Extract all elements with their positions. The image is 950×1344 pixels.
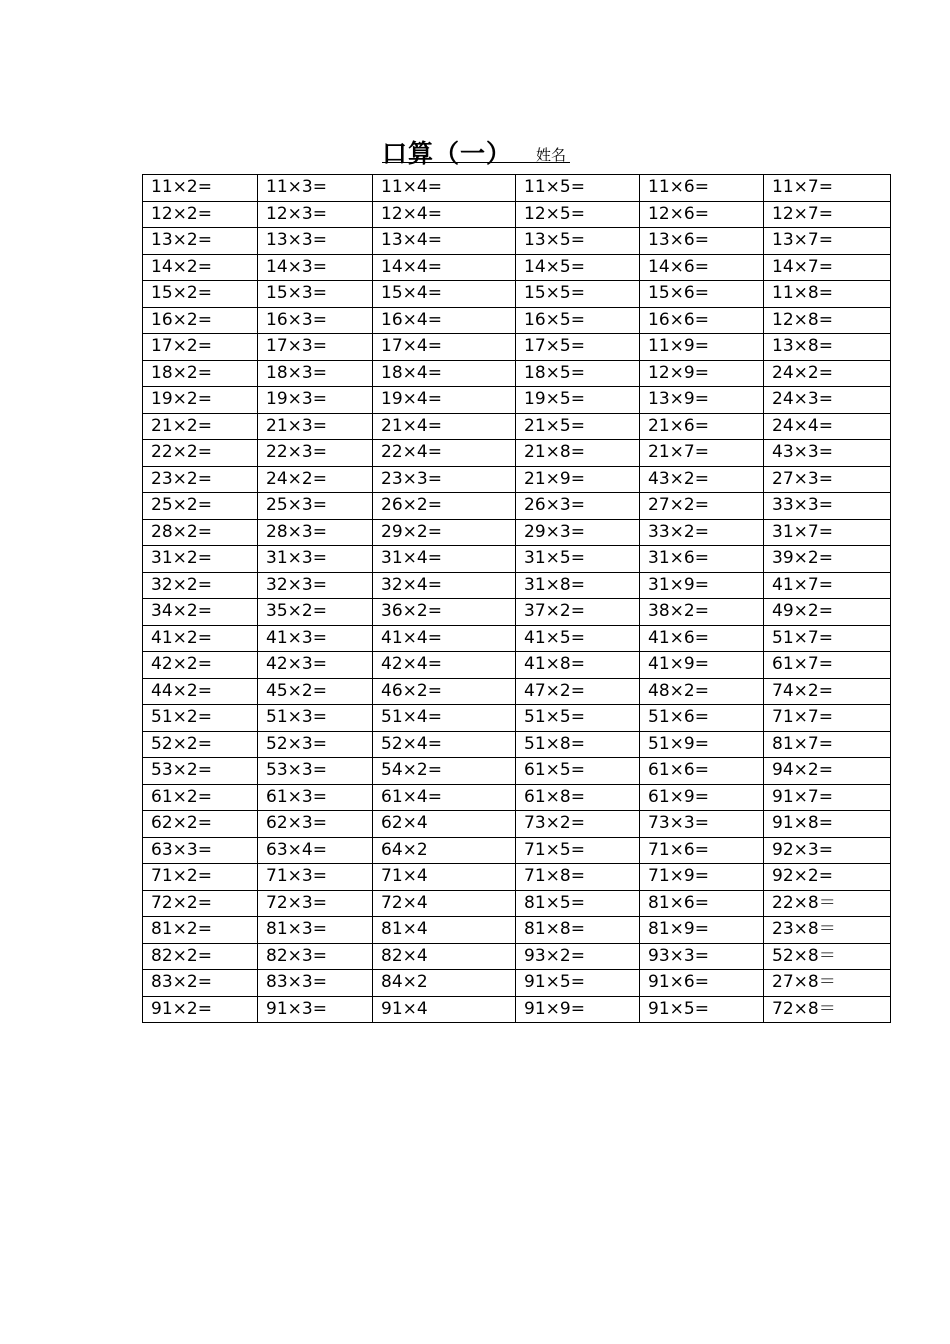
problem-cell: 23×3= bbox=[373, 466, 516, 493]
problem-cell: 81×5= bbox=[516, 890, 640, 917]
table-row bbox=[143, 519, 891, 546]
problem-cell: 26×2= bbox=[373, 493, 516, 520]
problem-cell: 32×3= bbox=[258, 572, 373, 599]
problem-cell: 71×6= bbox=[640, 837, 764, 864]
problem-cell: 22×3= bbox=[258, 440, 373, 467]
problem-cell: 31×8= bbox=[516, 572, 640, 599]
table-row bbox=[143, 175, 891, 202]
problem-cell: 33×2= bbox=[640, 519, 764, 546]
problem-cell: 31×3= bbox=[258, 546, 373, 573]
problem-cell: 13×2= bbox=[143, 228, 258, 255]
problem-cell: 52×4= bbox=[373, 731, 516, 758]
problem-cell: 18×2= bbox=[143, 360, 258, 387]
problem-cell: 11×2= bbox=[143, 175, 258, 202]
problem-cell: 61×9= bbox=[640, 784, 764, 811]
problem-cell: 91×6= bbox=[640, 970, 764, 997]
problem-cell: 22×4= bbox=[373, 440, 516, 467]
problem-cell: 91×5= bbox=[516, 970, 640, 997]
problem-cell: 51×7= bbox=[764, 625, 891, 652]
problem-cell: 12×6= bbox=[640, 201, 764, 228]
problem-cell: 61×3= bbox=[258, 784, 373, 811]
problem-cell: 15×5= bbox=[516, 281, 640, 308]
table-row bbox=[143, 334, 891, 361]
problem-cell: 91×7= bbox=[764, 784, 891, 811]
problem-cell: 26×3= bbox=[516, 493, 640, 520]
problem-cell: 92×2= bbox=[764, 864, 891, 891]
problem-cell: 61×2= bbox=[143, 784, 258, 811]
problem-cell: 16×2= bbox=[143, 307, 258, 334]
problem-cell: 31×2= bbox=[143, 546, 258, 573]
table-row bbox=[143, 837, 891, 864]
problem-cell: 51×9= bbox=[640, 731, 764, 758]
problem-cell: 12×5= bbox=[516, 201, 640, 228]
problem-cell: 91×2= bbox=[143, 996, 258, 1023]
problem-cell: 91×5= bbox=[640, 996, 764, 1023]
table-row bbox=[143, 943, 891, 970]
problem-cell: 41×4= bbox=[373, 625, 516, 652]
problem-cell: 34×2= bbox=[143, 599, 258, 626]
problem-cell: 12×2= bbox=[143, 201, 258, 228]
problem-cell: 11×5= bbox=[516, 175, 640, 202]
problem-cell: 91×9= bbox=[516, 996, 640, 1023]
problem-cell: 71×7= bbox=[764, 705, 891, 732]
problem-cell: 28×2= bbox=[143, 519, 258, 546]
problem-cell: 46×2= bbox=[373, 678, 516, 705]
problem-cell: 21×7= bbox=[640, 440, 764, 467]
problem-cell: 12×9= bbox=[640, 360, 764, 387]
problem-cell: 45×2= bbox=[258, 678, 373, 705]
problem-cell: 32×2= bbox=[143, 572, 258, 599]
problem-cell: 27×2= bbox=[640, 493, 764, 520]
problem-cell: 43×2= bbox=[640, 466, 764, 493]
worksheet-title: 口算（一） bbox=[382, 139, 513, 168]
problem-cell: 93×2= bbox=[516, 943, 640, 970]
problem-cell: 11×8= bbox=[764, 281, 891, 308]
problem-cell: 61×5= bbox=[516, 758, 640, 785]
problem-cell: 41×5= bbox=[516, 625, 640, 652]
problem-cell: 43×3= bbox=[764, 440, 891, 467]
problem-cell: 81×8= bbox=[516, 917, 640, 944]
problem-cell: 51×4= bbox=[373, 705, 516, 732]
problem-cell: 71×4 bbox=[373, 864, 516, 891]
problem-cell: 28×3= bbox=[258, 519, 373, 546]
problem-cell: 24×2= bbox=[258, 466, 373, 493]
table-row bbox=[143, 784, 891, 811]
problem-cell: 41×8= bbox=[516, 652, 640, 679]
table-row bbox=[143, 360, 891, 387]
problem-cell: 13×4= bbox=[373, 228, 516, 255]
problem-cell: 14×7= bbox=[764, 254, 891, 281]
table-row bbox=[143, 387, 891, 414]
problem-cell: 54×2= bbox=[373, 758, 516, 785]
problem-cell: 42×3= bbox=[258, 652, 373, 679]
problem-cell: 71×8= bbox=[516, 864, 640, 891]
problem-cell: 21×4= bbox=[373, 413, 516, 440]
problem-cell: 53×3= bbox=[258, 758, 373, 785]
problem-cell: 72×8＝ bbox=[764, 996, 891, 1023]
problem-cell: 14×3= bbox=[258, 254, 373, 281]
problem-cell: 81×6= bbox=[640, 890, 764, 917]
problem-cell: 72×2= bbox=[143, 890, 258, 917]
table-row bbox=[143, 466, 891, 493]
problem-cell: 82×2= bbox=[143, 943, 258, 970]
problem-cell: 52×8＝ bbox=[764, 943, 891, 970]
problem-cell: 61×8= bbox=[516, 784, 640, 811]
problem-cell: 18×5= bbox=[516, 360, 640, 387]
table-row bbox=[143, 599, 891, 626]
problem-cell: 73×2= bbox=[516, 811, 640, 838]
problem-cell: 21×2= bbox=[143, 413, 258, 440]
problem-cell: 64×2 bbox=[373, 837, 516, 864]
problem-cell: 13×8= bbox=[764, 334, 891, 361]
table-row bbox=[143, 917, 891, 944]
problem-cell: 81×3= bbox=[258, 917, 373, 944]
problem-cell: 22×2= bbox=[143, 440, 258, 467]
name-label: 姓名 bbox=[536, 146, 567, 164]
problem-cell: 52×3= bbox=[258, 731, 373, 758]
problem-cell: 14×6= bbox=[640, 254, 764, 281]
problem-cell: 18×4= bbox=[373, 360, 516, 387]
table-row bbox=[143, 890, 891, 917]
problem-cell: 14×2= bbox=[143, 254, 258, 281]
problem-cell: 91×4 bbox=[373, 996, 516, 1023]
arithmetic-table bbox=[142, 174, 891, 1023]
problem-cell: 31×7= bbox=[764, 519, 891, 546]
problem-cell: 32×4= bbox=[373, 572, 516, 599]
problem-cell: 16×3= bbox=[258, 307, 373, 334]
problem-cell: 82×4 bbox=[373, 943, 516, 970]
problem-cell: 81×2= bbox=[143, 917, 258, 944]
problem-cell: 15×3= bbox=[258, 281, 373, 308]
problem-cell: 25×3= bbox=[258, 493, 373, 520]
table-row bbox=[143, 705, 891, 732]
problem-cell: 21×5= bbox=[516, 413, 640, 440]
problem-cell: 51×8= bbox=[516, 731, 640, 758]
problem-cell: 38×2= bbox=[640, 599, 764, 626]
problem-cell: 13×9= bbox=[640, 387, 764, 414]
problem-cell: 53×2= bbox=[143, 758, 258, 785]
problem-cell: 17×5= bbox=[516, 334, 640, 361]
problem-cell: 33×3= bbox=[764, 493, 891, 520]
problem-cell: 71×5= bbox=[516, 837, 640, 864]
table-row bbox=[143, 228, 891, 255]
problem-cell: 81×9= bbox=[640, 917, 764, 944]
problem-cell: 25×2= bbox=[143, 493, 258, 520]
problem-cell: 13×6= bbox=[640, 228, 764, 255]
table-row bbox=[143, 864, 891, 891]
table-row bbox=[143, 307, 891, 334]
problem-cell: 61×7= bbox=[764, 652, 891, 679]
table-row bbox=[143, 758, 891, 785]
arithmetic-table-body bbox=[143, 175, 891, 1023]
problem-cell: 83×2= bbox=[143, 970, 258, 997]
problem-cell: 21×6= bbox=[640, 413, 764, 440]
problem-cell: 94×2= bbox=[764, 758, 891, 785]
problem-cell: 27×3= bbox=[764, 466, 891, 493]
problem-cell: 21×9= bbox=[516, 466, 640, 493]
problem-cell: 13×3= bbox=[258, 228, 373, 255]
problem-cell: 41×9= bbox=[640, 652, 764, 679]
problem-cell: 31×9= bbox=[640, 572, 764, 599]
problem-cell: 24×2= bbox=[764, 360, 891, 387]
table-row bbox=[143, 572, 891, 599]
problem-cell: 17×4= bbox=[373, 334, 516, 361]
problem-cell: 74×2= bbox=[764, 678, 891, 705]
problem-cell: 61×6= bbox=[640, 758, 764, 785]
table-row bbox=[143, 731, 891, 758]
problem-cell: 92×3= bbox=[764, 837, 891, 864]
problem-cell: 11×9= bbox=[640, 334, 764, 361]
table-row bbox=[143, 201, 891, 228]
table-row bbox=[143, 811, 891, 838]
table-row bbox=[143, 970, 891, 997]
problem-cell: 15×2= bbox=[143, 281, 258, 308]
problem-cell: 93×3= bbox=[640, 943, 764, 970]
problem-cell: 72×3= bbox=[258, 890, 373, 917]
problem-cell: 14×4= bbox=[373, 254, 516, 281]
problem-cell: 11×4= bbox=[373, 175, 516, 202]
problem-cell: 11×3= bbox=[258, 175, 373, 202]
problem-cell: 51×5= bbox=[516, 705, 640, 732]
problem-cell: 63×3= bbox=[143, 837, 258, 864]
table-row bbox=[143, 493, 891, 520]
problem-cell: 15×4= bbox=[373, 281, 516, 308]
problem-cell: 72×4 bbox=[373, 890, 516, 917]
problem-cell: 31×4= bbox=[373, 546, 516, 573]
problem-cell: 16×6= bbox=[640, 307, 764, 334]
problem-cell: 51×3= bbox=[258, 705, 373, 732]
problem-cell: 35×2= bbox=[258, 599, 373, 626]
table-row bbox=[143, 440, 891, 467]
problem-cell: 23×2= bbox=[143, 466, 258, 493]
problem-cell: 31×6= bbox=[640, 546, 764, 573]
problem-cell: 71×2= bbox=[143, 864, 258, 891]
problem-cell: 11×7= bbox=[764, 175, 891, 202]
problem-cell: 48×2= bbox=[640, 678, 764, 705]
table-row bbox=[143, 652, 891, 679]
problem-cell: 39×2= bbox=[764, 546, 891, 573]
problem-cell: 19×5= bbox=[516, 387, 640, 414]
problem-cell: 29×2= bbox=[373, 519, 516, 546]
problem-cell: 19×2= bbox=[143, 387, 258, 414]
problem-cell: 62×3= bbox=[258, 811, 373, 838]
problem-cell: 21×8= bbox=[516, 440, 640, 467]
table-row bbox=[143, 625, 891, 652]
problem-cell: 13×7= bbox=[764, 228, 891, 255]
problem-cell: 41×3= bbox=[258, 625, 373, 652]
table-row bbox=[143, 254, 891, 281]
problem-cell: 16×5= bbox=[516, 307, 640, 334]
problem-cell: 12×3= bbox=[258, 201, 373, 228]
problem-cell: 44×2= bbox=[143, 678, 258, 705]
problem-cell: 62×2= bbox=[143, 811, 258, 838]
problem-cell: 13×5= bbox=[516, 228, 640, 255]
problem-cell: 83×3= bbox=[258, 970, 373, 997]
table-row bbox=[143, 546, 891, 573]
problem-cell: 42×4= bbox=[373, 652, 516, 679]
problem-cell: 36×2= bbox=[373, 599, 516, 626]
problem-cell: 15×6= bbox=[640, 281, 764, 308]
problem-cell: 37×2= bbox=[516, 599, 640, 626]
problem-cell: 71×9= bbox=[640, 864, 764, 891]
problem-cell: 51×6= bbox=[640, 705, 764, 732]
table-row bbox=[143, 678, 891, 705]
problem-cell: 91×3= bbox=[258, 996, 373, 1023]
problem-cell: 12×4= bbox=[373, 201, 516, 228]
problem-cell: 19×4= bbox=[373, 387, 516, 414]
problem-cell: 27×8＝ bbox=[764, 970, 891, 997]
problem-cell: 81×7= bbox=[764, 731, 891, 758]
problem-cell: 61×4= bbox=[373, 784, 516, 811]
problem-cell: 31×5= bbox=[516, 546, 640, 573]
problem-cell: 52×2= bbox=[143, 731, 258, 758]
problem-cell: 18×3= bbox=[258, 360, 373, 387]
problem-cell: 47×2= bbox=[516, 678, 640, 705]
title-underline bbox=[382, 162, 570, 163]
problem-cell: 14×5= bbox=[516, 254, 640, 281]
problem-cell: 23×8＝ bbox=[764, 917, 891, 944]
problem-cell: 42×2= bbox=[143, 652, 258, 679]
problem-cell: 17×2= bbox=[143, 334, 258, 361]
problem-cell: 82×3= bbox=[258, 943, 373, 970]
problem-cell: 81×4 bbox=[373, 917, 516, 944]
problem-cell: 21×3= bbox=[258, 413, 373, 440]
problem-cell: 17×3= bbox=[258, 334, 373, 361]
problem-cell: 51×2= bbox=[143, 705, 258, 732]
table-row bbox=[143, 281, 891, 308]
problem-cell: 41×2= bbox=[143, 625, 258, 652]
problem-cell: 73×3= bbox=[640, 811, 764, 838]
problem-cell: 24×3= bbox=[764, 387, 891, 414]
problem-cell: 22×8＝ bbox=[764, 890, 891, 917]
problem-cell: 29×3= bbox=[516, 519, 640, 546]
problem-cell: 19×3= bbox=[258, 387, 373, 414]
problem-cell: 41×6= bbox=[640, 625, 764, 652]
problem-cell: 49×2= bbox=[764, 599, 891, 626]
problem-cell: 41×7= bbox=[764, 572, 891, 599]
problem-cell: 91×8= bbox=[764, 811, 891, 838]
problem-cell: 63×4= bbox=[258, 837, 373, 864]
problem-cell: 11×6= bbox=[640, 175, 764, 202]
problem-cell: 24×4= bbox=[764, 413, 891, 440]
problem-cell: 12×8= bbox=[764, 307, 891, 334]
problem-cell: 71×3= bbox=[258, 864, 373, 891]
problem-cell: 84×2 bbox=[373, 970, 516, 997]
problem-cell: 12×7= bbox=[764, 201, 891, 228]
table-row bbox=[143, 996, 891, 1023]
table-row bbox=[143, 413, 891, 440]
problem-cell: 16×4= bbox=[373, 307, 516, 334]
problem-cell: 62×4 bbox=[373, 811, 516, 838]
